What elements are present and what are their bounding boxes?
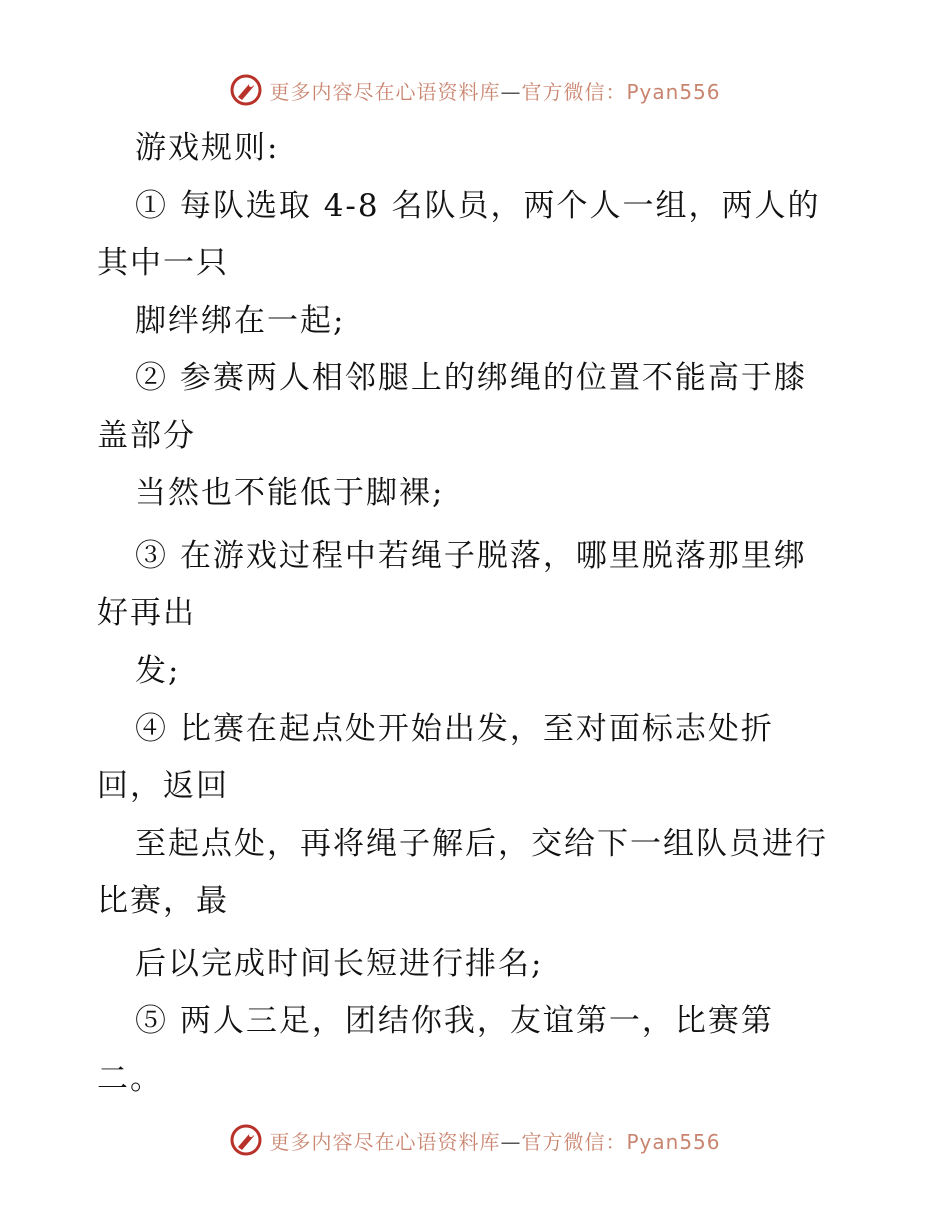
header-banner-text [269, 76, 720, 105]
banner-wechat-id: Pyan556 [626, 1129, 721, 1154]
rule-line: ④ 比赛在起点处开始出发，至对面标志处折 [135, 711, 774, 747]
rule-line: 比赛，最 [97, 883, 229, 919]
banner-main-text: 更多内容尽在心语资料库 [269, 1129, 501, 1154]
rule-line: 回，返回 [97, 768, 229, 804]
footer-banner [0, 1120, 950, 1160]
header-banner [0, 70, 950, 110]
rule-line: 当然也不能低于脚裸; [135, 475, 445, 511]
banner-separator: — [500, 79, 522, 104]
rule-line: 脚绊绑在一起; [135, 303, 346, 339]
banner-wechat-id: Pyan556 [626, 79, 721, 104]
rule-line: 二。 [97, 1061, 163, 1097]
rule-line: ① 每队选取 4-8 名队员，两个人一组，两人的 [135, 188, 821, 224]
pen-nib-logo-icon [229, 73, 263, 107]
footer-banner-text [269, 1126, 720, 1155]
rule-line: 其中一只 [97, 245, 229, 281]
rule-line: 盖部分 [97, 418, 196, 454]
rule-line: 好再出 [97, 595, 196, 631]
rule-line: ② 参赛两人相邻腿上的绑绳的位置不能高于膝 [135, 360, 807, 396]
document-heading: 游戏规则: [135, 130, 280, 166]
rule-line: 至起点处，再将绳子解后，交给下一组队员进行 [135, 826, 828, 862]
banner-main-text: 更多内容尽在心语资料库 [269, 79, 501, 104]
pen-nib-logo-icon [229, 1123, 263, 1157]
rule-line: ⑤ 两人三足，团结你我，友谊第一，比赛第 [135, 1003, 774, 1039]
rule-line: 后以完成时间长短进行排名; [135, 946, 544, 982]
rule-line: ③ 在游戏过程中若绳子脱落，哪里脱落那里绑 [135, 538, 807, 574]
banner-wechat-label: 官方微信： [521, 79, 627, 104]
banner-wechat-label: 官方微信： [521, 1129, 627, 1154]
rule-line: 发; [135, 653, 181, 689]
banner-separator: — [500, 1129, 522, 1154]
